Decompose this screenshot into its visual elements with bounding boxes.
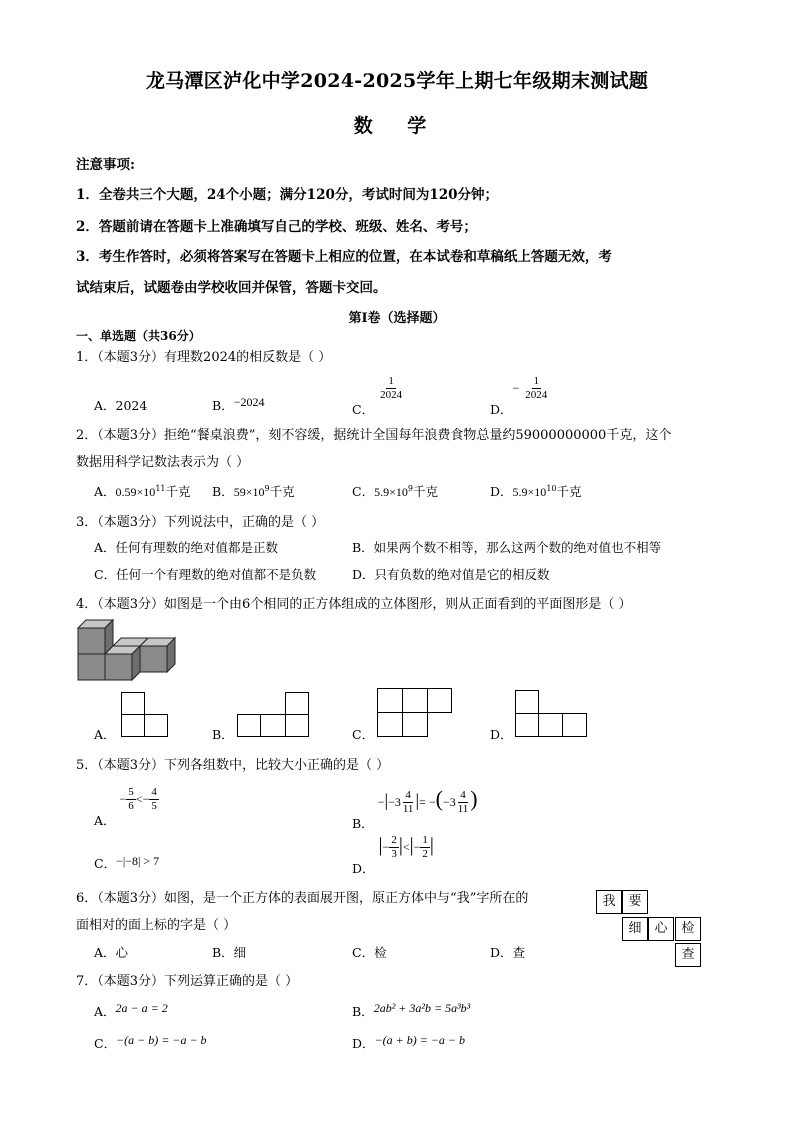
net-cell-xin: 心	[648, 917, 674, 941]
q7-option-d: D．−(a + b) = −a − b	[352, 1033, 466, 1051]
q2-option-c: C．$5.9\times 10^9$千克	[352, 483, 438, 499]
q2-option-a: A．$0.59\times 10^{11}$千克	[94, 483, 191, 499]
q1-option-a: A．2024	[94, 398, 148, 413]
notice-item-1: 1．全卷共三个大题，24个小题；满分120分，考试时间为120分钟；	[76, 187, 499, 203]
q4-option-c-figure	[377, 688, 453, 738]
notice-item-3: 3．考生作答时，必须将答案写在答题卡上相应的位置，在本试卷和草稿纸上答题无效，考	[76, 249, 612, 265]
section-title: 第I卷（选择题）	[348, 311, 446, 326]
q6-option-d: D．查	[490, 945, 526, 960]
q4-solid-figure	[76, 619, 182, 683]
question-1-stem: 1．（本题3分）有理数2024的相反数是（ ）	[76, 350, 332, 365]
q6-option-c: C．检	[352, 945, 387, 960]
question-2-stem: 2．（本题3分）拒绝“餐桌浪费”，刻不容缓，据统计全国每年浪费食物总量约59000000000千克，这个	[76, 428, 672, 443]
q3-option-c: C．任何一个有理数的绝对值都不是负数	[94, 567, 317, 582]
q5-option-d: D． |− $\frac{2}{3}$ |<|− $\frac{1}{2}$ |	[352, 834, 434, 876]
question-6-stem: 6．（本题3分）如图，是一个正方体的表面展开图，原正方体中与“我”字所在的	[76, 891, 529, 906]
notice-item-2: 2．答题前请在答题卡上准确填写自己的学校、班级、姓名、考号；	[76, 219, 477, 235]
q5-option-a: A． − $\frac{5}{6}$ <− $\frac{4}{5}$	[94, 786, 157, 828]
part-title: 一、单选题（共36分）	[76, 329, 201, 343]
q7-option-a: A．2a − a = 2	[94, 1001, 168, 1019]
q3-option-d: D．只有负数的绝对值是它的相反数	[352, 567, 550, 582]
q7-option-c: C．−(a − b) = −a − b	[94, 1033, 207, 1051]
q6-option-b: B．细	[212, 945, 247, 960]
q4-option-a-figure	[121, 692, 169, 738]
notice-heading: 注意事项:	[76, 157, 135, 173]
q4-option-b-figure	[237, 692, 309, 738]
question-5-stem: 5．（本题3分）下列各组数中，比较大小正确的是（ ）	[76, 758, 390, 773]
question-6-stem-cont: 面相对的面上标的字是（ ）	[76, 918, 237, 933]
net-cell-xi: 细	[622, 917, 648, 941]
q5-option-b: B． −|−3 $\frac{4}{11}$ |= −(−3 $\frac{4}{11}$ )	[352, 786, 478, 831]
exam-title: 龙马潭区泸化中学2024-2025学年上期七年级期末测试题	[145, 70, 649, 92]
q4-option-c: C．	[352, 727, 375, 742]
q2-option-b: B．$59\times 10^9$千克	[212, 483, 295, 499]
q4-option-a: A．	[94, 727, 116, 742]
q4-option-d: D．	[490, 727, 513, 742]
q4-option-d-figure	[515, 690, 587, 738]
q1-option-c: C． $\frac{1}{2024}$	[352, 375, 403, 417]
question-7-stem: 7．（本题3分）下列运算正确的是（ ）	[76, 974, 299, 989]
net-cell-wo: 我	[596, 890, 622, 914]
q3-option-a: A．任何有理数的绝对值都是正数	[94, 540, 279, 555]
q7-option-b: B．2ab² + 3a²b = 5a³b³	[352, 1001, 471, 1019]
question-4-stem: 4．（本题3分）如图是一个由6个相同的正方体组成的立体图形，则从正面看到的平面图形是（ ）	[76, 597, 632, 612]
q3-option-b: B．如果两个数不相等，那么这两个数的绝对值也不相等	[352, 540, 662, 555]
question-2-stem-cont: 数据用科学记数法表示为（ ）	[76, 455, 250, 470]
subject-title: 数 学	[353, 115, 441, 137]
notice-item-3-cont: 试结束后，试题卷由学校收回并保管，答题卡交回。	[76, 280, 387, 296]
q2-option-d: D．$5.9\times 10^{10}$千克	[490, 483, 582, 499]
net-cell-yao: 要	[622, 890, 648, 914]
net-cell-cha: 查	[675, 943, 701, 967]
q1-option-b: B．−2024	[212, 395, 265, 413]
q5-option-c: C．−|−8| > 7	[94, 854, 160, 871]
q6-option-a: A．心	[94, 945, 129, 960]
net-cell-jian: 检	[675, 917, 701, 941]
q4-option-b: B．	[212, 727, 234, 742]
question-3-stem: 3．（本题3分）下列说法中，正确的是（ ）	[76, 515, 325, 530]
q1-option-d: D．− $\frac{1}{2024}$	[490, 375, 548, 417]
